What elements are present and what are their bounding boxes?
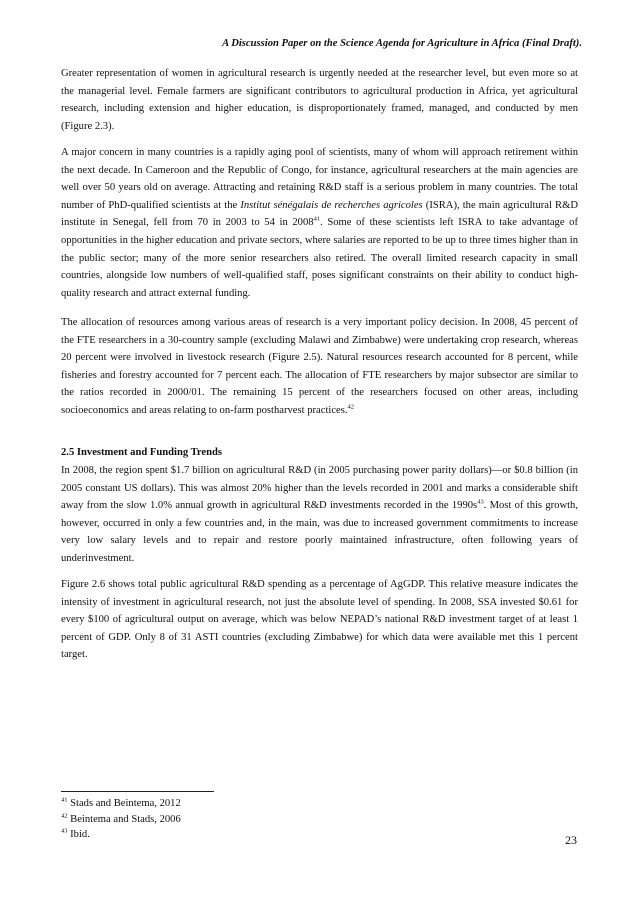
- page-number: 23: [565, 833, 577, 847]
- paragraph-text: (ISRA), the main agricultural R&D institute in Senegal, fell from 70 in 2003 to 54 in 2008: [61, 199, 578, 229]
- footnote-item: [61, 812, 181, 828]
- footnote-ref-43[interactable]: 43: [477, 498, 484, 506]
- paragraph-resource-allocation: [61, 314, 578, 420]
- footnote-text: Ibid.: [67, 829, 90, 840]
- paragraph-women-representation: Greater representation of women in agricultural research is urgently needed at the researcher level, but even more so at the managerial level. Female farmers are significant contributors to agricultural production in Africa, yet agricultural research, including extension and higher education, is disproportionately framed, managed, and conducted by men (Figure 2.3).: [61, 68, 578, 132]
- section-heading: 2.5 Investment and Funding Trends: [61, 447, 223, 458]
- footnote-ref-41[interactable]: 41: [313, 215, 321, 223]
- footnote-ref-42[interactable]: 42: [347, 403, 355, 411]
- footnote-number: 43: [61, 827, 68, 835]
- paragraph-text: . Some of these scientists left ISRA to take advantage of opportunities in the higher education and private sectors, where salaries are reported to be up to three times higher than in the public sector; many of the more senior researchers also retired. The overall limited research capacity in small countries, alongside low numbers of well-qualified staff, poses significant constraints on their ability to conduct high-quality research and attract external funding.: [61, 217, 578, 299]
- paragraph-investment-2008: [61, 462, 578, 568]
- paragraph-text: . Most of this growth, however, occurred in only a few countries and, in the main, was due to increased government commitments to increase very low salary levels and to repair and restore poorly maintained infrastructure, often following years of underinvestment.: [61, 500, 578, 564]
- paragraph-text: A major concern in many countries is a rapidly aging pool of scientists, many of whom will approach retirement within the next decade. In Cameroon and the Republic of Congo, for instance, agricultural researchers at the main agencies are well over 50 years old on average. Attracting and retaining R&D staff is a serious problem in many countries. The total number of PhD-qualified scientists at the: [61, 147, 578, 211]
- running-header: A Discussion Paper on the Science Agenda for Agriculture in Africa (Final Draft).: [222, 38, 582, 49]
- footnote-number: 42: [61, 811, 68, 819]
- footnote-divider: [61, 791, 214, 792]
- footnote-item: [61, 827, 181, 843]
- footnote-number: 41: [61, 796, 68, 804]
- paragraph-text: In 2008, the region spent $1.7 billion on agricultural R&D (in 2005 purchasing power parity dollars)—or $0.8 billion (in 2005 constant US dollars). This was almost 20% higher than the levels recorded in 2001 and marks a considerable shift away from the slow 1.0% annual growth in agricultural R&D investments recorded in the 1990s: [61, 465, 578, 512]
- footnote-text: Beintema and Stads, 2006: [67, 813, 181, 825]
- paragraph-aging-scientists: [61, 144, 578, 302]
- paragraph-spending-intensity: Figure 2.6 shows total public agricultural R&D spending as a percentage of AgGDP. This relative measure indicates the intensity of investment in agricultural research, not just the absolute level of spending. In 2008, SSA invested $0.61 for every $100 of agricultural output on average, which was below NEPAD’s national R&D investment target of at least 1 percent of GDP. Only 8 of 31 ASTI countries (excluding Zimbabwe) for which data were available met this 1 percent target.: [61, 579, 578, 661]
- footnotes: [61, 796, 181, 843]
- paragraph-text: The allocation of resources among various areas of research is a very important policy decision. In 2008, 45 percent of the FTE researchers in a 30-country sample (excluding Malawi and Zimbabwe) were undertaking crop research, whereas 20 percent were involved in livestock research (Figure 2.5). Natural resources research accounted for 8 percent, while fisheries and forestry accounted for 7 percent each. The allocation of FTE researchers by major subsector are similar to the ratios recorded in 2000/01. The remaining 15 percent of the researchers focused on other areas, including socioeconomics and areas relating to on-farm postharvest practices.: [61, 317, 578, 416]
- institute-name-italic: Institut sénégalais de recherches agricoles: [240, 199, 423, 211]
- footnote-item: [61, 796, 181, 812]
- footnote-text: Stads and Beintema, 2012: [67, 798, 181, 809]
